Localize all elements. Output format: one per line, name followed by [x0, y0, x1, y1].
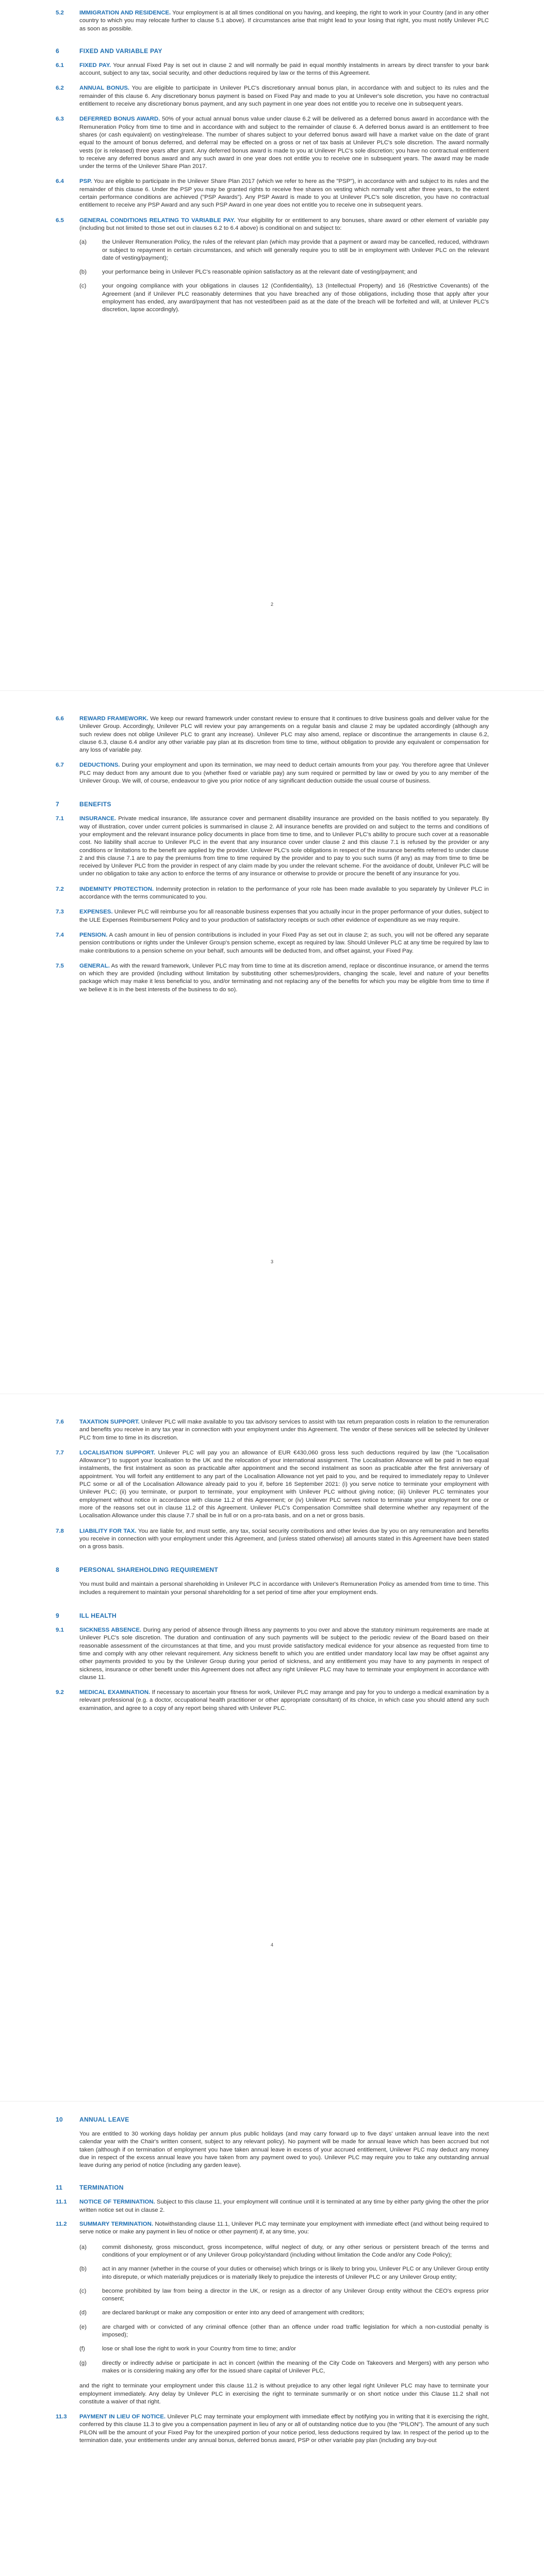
clause-text: [79, 761, 489, 785]
body-text: and the right to terminate your employment under this clause 11.2 is without prejudice to any other legal right Unilever PLC may have to terminate your employment immediately. Any delay by Unilever PLC in exercising the right to terminate summarily or on short notice under this Clause 11.2 shall not constitute a waiver of that right.: [79, 2383, 489, 2405]
clause-lead-title: INSURANCE.: [79, 816, 116, 822]
clause-text: [79, 9, 489, 33]
document-page: [0, 706, 544, 1376]
clause-number: 7.2: [56, 886, 64, 892]
clause-number: 9.2: [56, 1689, 64, 1696]
clause-text: [79, 2221, 489, 2236]
clause-text: [79, 962, 489, 994]
clause-text: [79, 2413, 489, 2445]
clause-paragraph: [56, 2221, 489, 2236]
list-item-label: (c): [79, 2287, 87, 2294]
document-page: [0, 2110, 544, 2576]
clause-lead-title: NOTICE OF TERMINATION.: [79, 2199, 155, 2206]
list-item: [79, 268, 489, 276]
clause-text: [79, 217, 489, 233]
clause-number: 6.2: [56, 85, 64, 92]
clause-lead-title: SUMMARY TERMINATION.: [79, 2221, 153, 2228]
page-content: [56, 2116, 489, 2445]
clause-paragraph: [56, 2198, 489, 2214]
clause-paragraph: [56, 62, 489, 78]
clause-body: During your employment and upon its termination, we may need to deduct certain amounts from your pay. You therefore agree that Unilever PLC may deduct from any amount due to you (whether fixed or variable pay) any sum required or permitted by law or owed by you to any member of the Unilever Group. We will, of course, endeavour to give you prior notice of any significant deduction outside the usual course of business.: [79, 762, 489, 785]
list-item-text: directly or indirectly advise or participate in act in concert (within the meaning of the City Code on Takeovers and Mergers) with any person who makes or is considering making any offer for the issued share capital of Unilever PLC,: [102, 2360, 489, 2374]
clause-lead-title: PSP.: [79, 178, 92, 185]
clause-paragraph: [56, 84, 489, 108]
clause-lead-title: ANNUAL BONUS.: [79, 85, 129, 92]
section-heading: [56, 2184, 489, 2191]
list-item-label: (c): [79, 283, 87, 290]
section-heading: [56, 1612, 489, 1619]
list-item: [79, 2244, 489, 2260]
clause-lead-title: REWARD FRAMEWORK.: [79, 716, 149, 722]
page-divider: [0, 2101, 544, 2102]
clause-lead-title: IMMIGRATION AND RESIDENCE.: [79, 10, 171, 16]
section-heading: [56, 47, 489, 55]
page-divider: [0, 690, 544, 691]
section-number: 7: [56, 801, 59, 808]
clause-body: Notwithstanding clause 11.1, Unilever PLC may terminate your employment with immediate effect (and without being required to serve notice or make any payment in lieu of notice or other payment) if, at any time, you:: [79, 2221, 489, 2235]
section-title: PERSONAL SHAREHOLDING REQUIREMENT: [79, 1566, 219, 1574]
clause-body: A cash amount in lieu of pension contributions is included in your Fixed Pay as set out in clause 2; as such, you will not be offered any separate pension contributions or rights under the Unilever Group's pension scheme, except as required by law. Should Unilever PLC at any time be required by law to make contributions to a pension scheme on your behalf, such amounts will be deducted from, and offset against, your Fixed Pay.: [79, 931, 489, 954]
clause-body: Unilever PLC will reimburse you for all reasonable business expenses that you actually incur in the proper performance of your duties, subject to the ULE Expenses Reimbursement Policy and to your production of satisfactory receipts or such other evidence of expenditure as we may require.: [79, 909, 489, 923]
clause-body: Subject to this clause 11, your employment will continue until it is terminated at any time by either party giving the other the prior written notice set out in clause 2.: [79, 2199, 489, 2213]
section-number: 8: [56, 1566, 59, 1574]
clause-paragraph: [56, 908, 489, 924]
list-item-text: your ongoing compliance with your obligations in clauses 12 (Confidentiality), 13 (Intellectual Property) and 16 (Restrictive Covenants) of the Agreement (and if Unilever PLC reasonably determines that you have breached any of those obligations, including those that apply after your employment has ended, any award/payment that has not vested/been paid as at the date of the breach will be forfeited and will, at Unilever PLC's discretion, lapse accordingly).: [102, 283, 489, 313]
clause-text: [79, 1528, 489, 1551]
body-text: You are entitled to 30 working days holiday per annum plus public holidays (and may carry forward up to five days' untaken annual leave into the next calendar year with the Chair's written consent, subject to any relevant policy). No payment will be made for annual leave which has been accrued but not taken (although if on termination of employment you have taken annual leave in excess of your accrued entitlement, Unilever PLC may deduct any money due in respect of the excess annual leave you have taken from any payment owed to you). Unilever PLC may require you to take any outstanding annual leave during any period of notice (including any garden leave).: [79, 2131, 489, 2169]
page-content: [56, 715, 489, 994]
clause-lead-title: MEDICAL EXAMINATION.: [79, 1689, 151, 1696]
list-item: [79, 2265, 489, 2281]
clause-body: Your employment is at all times conditional on you having, and keeping, the right to work in your Country (and in any other country to which you may relocate further to clause 5.1 above). If circumstances arise that might lead to your losing that right, you must notify Unilever PLC as soon as possible.: [79, 10, 489, 32]
section-number: 6: [56, 47, 59, 55]
list-item-text: lose or shall lose the right to work in your Country from time to time; and/or: [102, 2346, 296, 2352]
clause-body: As with the reward framework, Unilever PLC may from time to time at its discretion amend, replace or discontinue insurance, or amend the terms on which they are provided (including without limitation by substituting other schemes/providers, changing the scale, level and nature of your benefits package which may make it less beneficial to you, and/or terminating and not replacing any of the benefits for which you may be eligible from time to time if we believe it is in the best interests of the business to do so).: [79, 962, 489, 993]
section-title: ILL HEALTH: [79, 1612, 117, 1620]
clause-paragraph: [56, 1528, 489, 1551]
section-heading: [56, 2116, 489, 2123]
clause-text: [79, 815, 489, 878]
clause-number: 7.4: [56, 931, 64, 938]
clause-body: 50% of your actual annual bonus value under clause 6.2 will be delivered as a deferred bonus award in accordance with the Remuneration Policy from time to time and in accordance with and subject to the remainder of clause 6. A deferred bonus award is an entitlement to free shares (or cash equivalent) on vesting/release. The number of shares subject to your deferred bonus award will have a market value on the date of grant equal to the amount of bonus deferred, and deferral may be effected on a gross or net of tax basis at Unilever PLC's sole discretion. The award normally vests (or is released) three years after grant. Any deferred bonus award is made to you at Unilever PLC's sole discretion; you have no contractual entitlement to receive any deferred bonus award and any such award in one year does not entitle you to receive one in subsequent years. The award may be made under the terms of the Unilever Share Plan 2017.: [79, 116, 489, 170]
clause-paragraph: [56, 1418, 489, 1442]
clause-lead-title: GENERAL.: [79, 962, 110, 969]
clause-paragraph: [56, 962, 489, 994]
clause-lead-title: EXPENSES.: [79, 909, 113, 916]
clause-number: 6.7: [56, 762, 64, 769]
page-number: 4: [270, 1942, 273, 1947]
list-item-text: are charged with or convicted of any criminal offence (other than an offence under road traffic legislation for which a non-custodial penalty is imposed);: [102, 2324, 489, 2338]
list-item-label: (b): [79, 269, 87, 276]
clause-body: Unilever PLC may terminate your employment with immediate effect by notifying you in writing that it is exercising the right, conferred by this clause 11.3 to give you a compensation payment in lieu of any or all of outstanding notice due to you (the "PILON"). The amount of any such PILON will be the amount of your Fixed Pay for the unexpired portion of your notice period, less deductions required by law. In respect of the period up to the termination date, your entitlements under any annual bonus, deferred bonus award, PSP or other variable pay plan (including any buy-out: [79, 2414, 489, 2444]
clause-paragraph: [56, 2413, 489, 2445]
clause-text: [79, 62, 489, 78]
list-item-text: your performance being in Unilever PLC's reasonable opinion satisfactory as at the relevant date of vesting/payment; and: [102, 269, 417, 276]
clause-number: 11.1: [56, 2199, 67, 2206]
clause-paragraph: [56, 178, 489, 209]
clause-body: During any period of absence through illness any payments to you over and above the statutory minimum requirements are made at Unilever PLC's sole discretion. The duration and continuation of any such payments will be subject to the periodic review of the Board based on their reasonable assessment of the circumstances at that time, and you must provide satisfactory medical evidence for your absence as requested from time to time and comply with any other relevant requirement. Any sickness benefit to which you are entitled under mandatory local law may be offset against any other payments provided to you by the Unilever Group during your period of sickness, and any entitlement you may have to any payments in respect of sickness, insurance or other benefit under this Agreement does not affect any right Unilever PLC may have to terminate your employment in accordance with clause 11.: [79, 1627, 489, 1681]
clause-paragraph: [56, 9, 489, 33]
page-number: 2: [270, 602, 273, 607]
clause-lead-title: TAXATION SUPPORT.: [79, 1419, 140, 1425]
clause-number: 9.1: [56, 1627, 64, 1634]
clause-text: [79, 1626, 489, 1682]
clause-text: [79, 931, 489, 955]
list-item-text: the Unilever Remuneration Policy, the rules of the relevant plan (which may provide that a payment or award may be cancelled, reduced, withdrawn or subject to repayment in certain circumstances, and which will generally require you to still be in employment with Unilever PLC on the relevant date of vesting/payment);: [102, 239, 489, 261]
clause-lead-title: DEFERRED BONUS AWARD.: [79, 116, 160, 123]
clause-body: Unilever PLC will pay you an allowance of EUR €430,060 gross less such deductions required by law (the "Localisation Allowance") to support your localisation to the UK and the relocation of your international assignment. The Localisation Allowance will be paid in two equal instalments, the first instalment as soon as practicable after appointment and the second instalment as soon as practicable after the first anniversary of appointment. You will forfeit any entitlement to any part of the Localisation Allowance not yet paid to you, and be required to immediately repay to Unilever PLC some or all of the Localisation Allowance already paid to you if, before 16 September 2021: (i) you serve notice to terminate your employment with Unilever PLC; (ii) you terminate, or purport to terminate, your employment with Unilever PLC without giving notice; (iii) Unilever PLC terminates your employment without notice in accordance with clause 11.2 of this Agreement; or (iv) Unilever PLC serves notice to terminate your employment for one or more of the reasons set out in clause 11.2 of this Agreement. Unilever PLC's Compensation Committee shall determine whether any repayment of the Localisation Allowance under this clause 7.7 shall be in full or on a pro-rata basis, and on a net or gross basis.: [79, 1449, 489, 1519]
clause-lead-title: PAYMENT IN LIEU OF NOTICE.: [79, 2414, 166, 2420]
clause-number: 7.1: [56, 816, 64, 822]
section-title: ANNUAL LEAVE: [79, 2116, 129, 2123]
clause-lead-title: DEDUCTIONS.: [79, 762, 120, 769]
body-text: You must build and maintain a personal shareholding in Unilever PLC in accordance with Unilever's Remuneration Policy as amended from time to time. This includes a requirement to maintain your personal shareholding for a set period of time after your employment ends.: [79, 1581, 489, 1596]
clause-body: If necessary to ascertain your fitness for work, Unilever PLC may arrange and pay for you to undergo a medical examination by a relevant professional (e.g. a doctor, occupational health practitioner or other appropriate consultant) of its choice, in which case you should attend any such examination, and agree to a copy of any report being shared with Unilever PLC.: [79, 1689, 489, 1711]
clause-lead-title: PENSION.: [79, 931, 108, 938]
clause-text: [79, 908, 489, 924]
clause-number: 7.8: [56, 1528, 64, 1534]
clause-text: [79, 178, 489, 209]
clause-paragraph: [56, 761, 489, 785]
clause-body: You are liable for, and must settle, any tax, social security contributions and other levies due by you on any remuneration and benefits you receive in connection with your employment under this Agreement, and (unless stated otherwise) all amounts stated in this Agreement have been stated on a gross basis.: [79, 1528, 489, 1550]
clause-number: 6.1: [56, 62, 64, 69]
section-number: 10: [56, 2116, 63, 2123]
list-item-label: (a): [79, 2244, 87, 2250]
clause-paragraph: [56, 815, 489, 878]
clause-body: Unilever PLC will make available to you tax advisory services to assist with tax return preparation costs in relation to the remuneration and benefits you receive in any tax year in connection with your employment under this Agreement. The vendor of these services will be selected by Unilever PLC from time to time in its discretion.: [79, 1419, 489, 1441]
document-page: [0, 1409, 544, 2079]
clause-number: 6.5: [56, 217, 64, 224]
clause-number: 7.7: [56, 1449, 64, 1456]
clause-body: You are eligible to participate in Unilever PLC's discretionary annual bonus plan, in accordance with and subject to its rules and the remainder of this clause 6. Any discretionary bonus payment is based on Fixed Pay and made to you at Unilever's sole discretion, you have no contractual entitlement to receive any discretionary bonus payment, and any such payment in one year does not entitle you to receive one in subsequent years.: [79, 85, 489, 108]
clause-paragraph: [56, 715, 489, 754]
list-item-text: are declared bankrupt or make any composition or enter into any deed of arrangement with creditors;: [102, 2310, 365, 2316]
clause-lead-title: GENERAL CONDITIONS RELATING TO VARIABLE PAY.: [79, 217, 236, 224]
clause-text: [79, 1449, 489, 1520]
clause-number: 5.2: [56, 10, 64, 16]
list-item: [79, 282, 489, 314]
clause-text: [79, 2198, 489, 2214]
clause-paragraph: [56, 931, 489, 955]
list-item-label: (a): [79, 239, 87, 246]
clause-text: [79, 886, 489, 902]
list-item-label: (d): [79, 2310, 87, 2316]
clause-body: Private medical insurance, life assurance cover and permanent disability insurance are provided on the basis notified to you separately. By way of illustration, cover under current policies is summarised in clause 2. All insurance benefits are provided on and subject to the terms and conditions of your employment and the relevant insurance policy documents in place from time to time, and to Unilever PLC's ability to procure such cover at a reasonable cost. No liability shall accrue to Unilever PLC in the event that any insurance cover under clause 2 and this clause 7.1 is refused by the provider or any conditions or limitations to the benefit are applied by the provider. Unilever PLC's sole obligations in respect of the insurance benefits referred to under clause 2 and this clause 7.1 are to pay the premiums from time to time required by the provider and to pay to you such sums (if any) as may from time to time be received by Unilever PLC from the provider in respect of any claim made by you under the relevant scheme. For the avoidance of doubt, Unilever PLC will be under no obligation to take any action to enforce the terms of any insurance or otherwise to provide or procure the benefit of any insurance for you.: [79, 816, 489, 877]
section-number: 9: [56, 1612, 59, 1620]
list-item-label: (e): [79, 2324, 87, 2330]
clause-paragraph: [56, 1626, 489, 1682]
section-heading: [56, 801, 489, 808]
section-heading: [56, 1566, 489, 1573]
clause-lead-title: FIXED PAY.: [79, 62, 111, 69]
clause-number: 7.3: [56, 909, 64, 916]
clause-lead-title: LIABILITY FOR TAX.: [79, 1528, 137, 1534]
section-title: TERMINATION: [79, 2184, 124, 2192]
list-item: [79, 2345, 489, 2353]
clause-number: 11.3: [56, 2414, 67, 2420]
clause-lead-title: INDEMNITY PROTECTION.: [79, 886, 154, 892]
clause-number: 7.6: [56, 1419, 64, 1425]
clause-body: We keep our reward framework under constant review to ensure that it continues to drive business goals and deliver value for the Unilever Group. Accordingly, Unilever PLC will review your pay arrangements on a regular basis and clause 2 may be updated accordingly (although any such review does not oblige Unilever PLC to grant any increase). Unilever PLC may also amend, replace or discontinue the arrangements in clause 6.2, clause 6.3, clause 6.4 and/or any other variable pay plan at its discretion from time to time, without obligation to provide any equivalent or compensation for any loss of variable pay.: [79, 716, 489, 754]
list-item-label: (b): [79, 2266, 87, 2273]
clause-number: 7.5: [56, 962, 64, 969]
clause-number: 6.4: [56, 178, 64, 185]
clause-body: You are eligible to participate in the Unilever Share Plan 2017 (which we refer to here as the "PSP"), in accordance with and subject to its rules and the remainder of this clause 6. Under the PSP you may be granted rights to receive free shares on vesting which normally vest after three years, to the extent certain performance conditions are achieved ("PSP Awards"). Any PSP Award is made to you at Unilever PLC's sole discretion, you have no contractual entitlement to receive any PSP Award and any such PSP Award in one year does not entitle you to receive one in subsequent years.: [79, 178, 489, 209]
list-item: [79, 239, 489, 262]
clause-paragraph: [56, 217, 489, 233]
clause-paragraph: [56, 1449, 489, 1520]
clause-text: [79, 1418, 489, 1442]
clause-paragraph: [56, 886, 489, 902]
list-item: [79, 2309, 489, 2317]
clause-paragraph: [56, 1689, 489, 1713]
clause-body: Your eligibility for or entitlement to any bonuses, share award or other element of variable pay (including but not limited to those set out in clauses 6.2 to 6.4 above) is conditional on and subject to:: [79, 217, 489, 231]
list-item-text: become prohibited by law from being a director in the UK, or resign as a director of any Unilever Group entity without the CEO's express prior consent;: [102, 2287, 489, 2302]
clause-text: [79, 84, 489, 108]
page-content: [56, 1418, 489, 1713]
clause-lead-title: SICKNESS ABSENCE.: [79, 1627, 142, 1634]
page-number: 3: [270, 1259, 273, 1264]
list-item-text: commit dishonesty, gross misconduct, gross incompetence, wilful neglect of duty, or any other serious or persistent breach of the terms and conditions of your employment or of any Unilever Group policy/standard (including without limitation the Code and/or any Code Policy);: [102, 2244, 489, 2258]
list-item-label: (f): [79, 2346, 85, 2352]
clause-number: 11.2: [56, 2221, 67, 2228]
section-title: BENEFITS: [79, 801, 111, 808]
section-title: FIXED AND VARIABLE PAY: [79, 47, 162, 55]
clause-text: [79, 1689, 489, 1713]
list-item: [79, 2287, 489, 2303]
list-item-text: act in any manner (whether in the course of your duties or otherwise) which brings or is likely to bring you, Unilever PLC or any Unilever Group entity into disrepute, or which materially prejudices or is materially likely to prejudice the interests of Unilever PLC or any Unilever Group entity;: [102, 2266, 489, 2280]
clause-number: 6.6: [56, 716, 64, 722]
section-number: 11: [56, 2184, 63, 2192]
clause-body: Indemnity protection in relation to the performance of your role has been made available to you separately by Unilever PLC in accordance with the terms communicated to you.: [79, 886, 489, 901]
clause-paragraph: [56, 115, 489, 171]
clause-lead-title: LOCALISATION SUPPORT.: [79, 1449, 156, 1456]
clause-text: [79, 715, 489, 754]
page-content: [56, 9, 489, 314]
document-page: [0, 0, 544, 670]
clause-text: [79, 115, 489, 171]
list-item-label: (g): [79, 2360, 87, 2366]
list-item: [79, 2360, 489, 2376]
clause-number: 6.3: [56, 116, 64, 123]
list-item: [79, 2324, 489, 2340]
clause-body: Your annual Fixed Pay is set out in clause 2 and will normally be paid in equal monthly instalments in arrears by direct transfer to your bank account, subject to any tax, social security, and other deductions required by law or the terms of this Agreement.: [79, 62, 489, 77]
